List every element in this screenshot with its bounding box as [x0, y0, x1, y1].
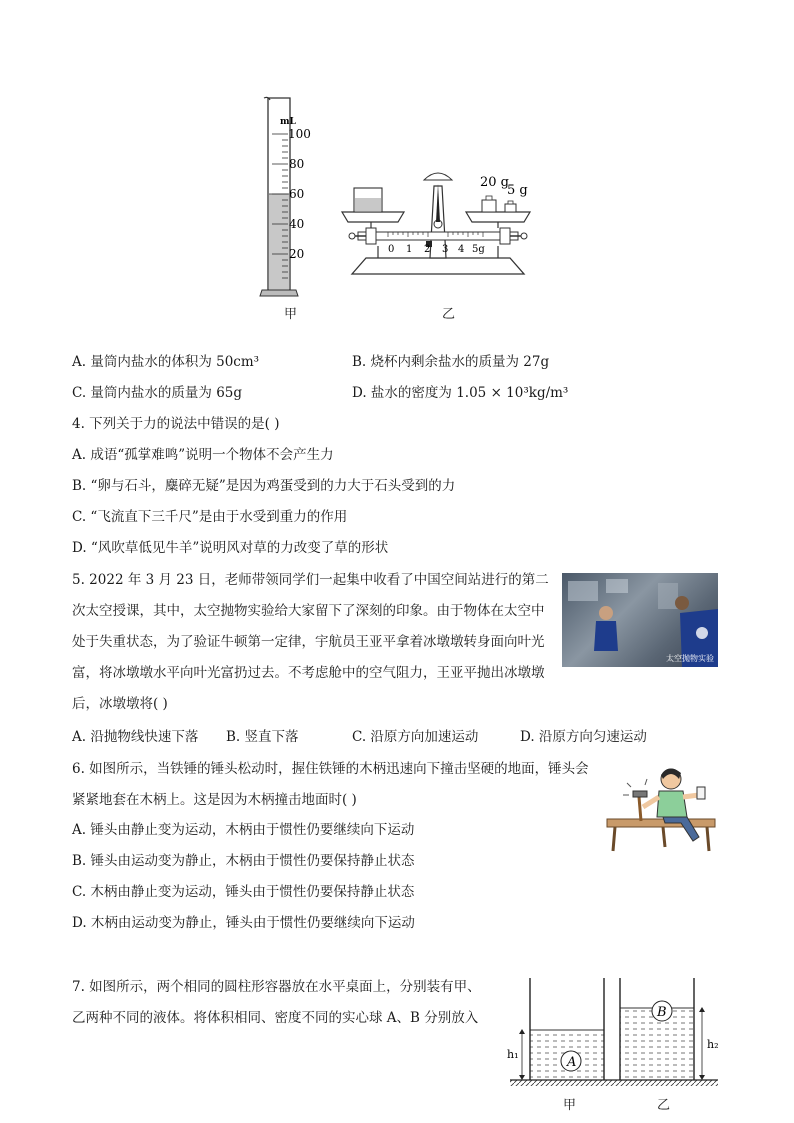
container-caption-left: 甲 [563, 1098, 577, 1113]
balance-caption: 乙 [442, 307, 456, 322]
q5-option-d: D. 沿原方向匀速运动 [520, 729, 647, 745]
q3-option-b: B. 烧杯内剩余盐水的质量为 27g [352, 354, 550, 370]
balance-scale-1: 1 [406, 244, 413, 255]
q6-stem: 6. 如图所示，当铁锤的锤头松动时，握住铁锤的木柄迅速向下撞击坚硬的地面，锤头会紧紧地套在木柄上。这是因为木柄撞击地面时( ) [72, 761, 589, 808]
q4-stem: 4. 下列关于力的说法中错误的是( ) [72, 416, 280, 432]
h2-label: h₂ [707, 1038, 719, 1051]
cylinder-tick-20: 20 [289, 247, 305, 261]
q3-option-d: D. 盐水的密度为 1.05 × 10³kg/m³ [352, 385, 569, 401]
cylinder-tick-80: 80 [289, 157, 305, 171]
balance-scale-0: 0 [388, 244, 395, 255]
q5-stem: 5. 2022 年 3 月 23 日，老师带领同学们一起集中收看了中国空间站进行的第二次太空授课，其中，太空抛物实验给大家留下了深刻的印象。由于物体在太空中处于失重状态，为了验证牛顿第一定律，宇航员王亚平拿着冰墩墩转身面向叶光富，将冰墩墩水平向叶光富扔过去。不考虑舱中的空气阻力，王亚平抛出冰墩墩后，冰墩墩将( ) [72, 572, 549, 712]
space-station-photo [562, 573, 718, 667]
q5-option-b: B. 竖直下落 [226, 729, 299, 745]
h1-label: h₁ [507, 1048, 519, 1061]
q7-stem: 7. 如图所示，两个相同的圆柱形容器放在水平桌面上，分别装有甲、乙两种不同的液体。将体积相同、密度不同的实心球 A、B 分别放入 [72, 979, 481, 1026]
ball-b-label: B [657, 1005, 667, 1020]
cylinder-caption: 甲 [284, 307, 298, 322]
q6-option-b: B. 锤头由运动变为静止，木柄由于惯性仍要保持静止状态 [72, 853, 415, 869]
q3-option-c: C. 量筒内盐水的质量为 65g [72, 385, 243, 401]
q6-option-c: C. 木柄由静止变为运动，锤头由于惯性仍要保持静止状态 [72, 884, 415, 900]
balance-figure [338, 166, 538, 286]
q6-option-d: D. 木柄由运动变为静止，锤头由于惯性仍要继续向下运动 [72, 915, 415, 931]
q4-option-d: D. “风吹草低见牛羊”说明风对草的力改变了草的形状 [72, 540, 389, 556]
q5-option-a: A. 沿抛物线快速下落 [72, 729, 199, 745]
cylinder-tick-60: 60 [289, 187, 305, 201]
weight-5g-label: 5 g [507, 183, 528, 198]
balance-scale-2: 2 [424, 244, 431, 255]
q4-option-b: B. “卵与石斗，麋碎无疑”是因为鸡蛋受到的力大于石头受到的力 [72, 478, 456, 494]
two-containers-figure [504, 978, 724, 1088]
q3-option-a: A. 量筒内盐水的体积为 50cm³ [72, 354, 260, 370]
cylinder-unit-label: mL [280, 117, 296, 127]
q6-option-a: A. 锤头由静止变为运动，木柄由于惯性仍要继续向下运动 [72, 822, 415, 838]
balance-scale-3: 3 [442, 244, 449, 255]
container-caption-right: 乙 [657, 1098, 671, 1113]
hammer-man-illustration [603, 757, 719, 853]
cylinder-tick-40: 40 [289, 217, 305, 231]
q4-option-c: C. “飞流直下三千尺”是由于水受到重力的作用 [72, 509, 348, 525]
weight-20g-label: 20 g [480, 175, 509, 190]
balance-scale-4: 4 [458, 244, 465, 255]
ball-a-label: A [567, 1055, 577, 1070]
balance-scale-5: 5g [472, 244, 485, 255]
cylinder-tick-100: 100 [288, 127, 311, 141]
photo-caption: 太空抛物实验 [666, 654, 714, 663]
q5-option-c: C. 沿原方向加速运动 [352, 729, 479, 745]
q4-option-a: A. 成语“孤掌难鸣”说明一个物体不会产生力 [72, 447, 334, 463]
graduated-cylinder-figure [258, 96, 320, 300]
